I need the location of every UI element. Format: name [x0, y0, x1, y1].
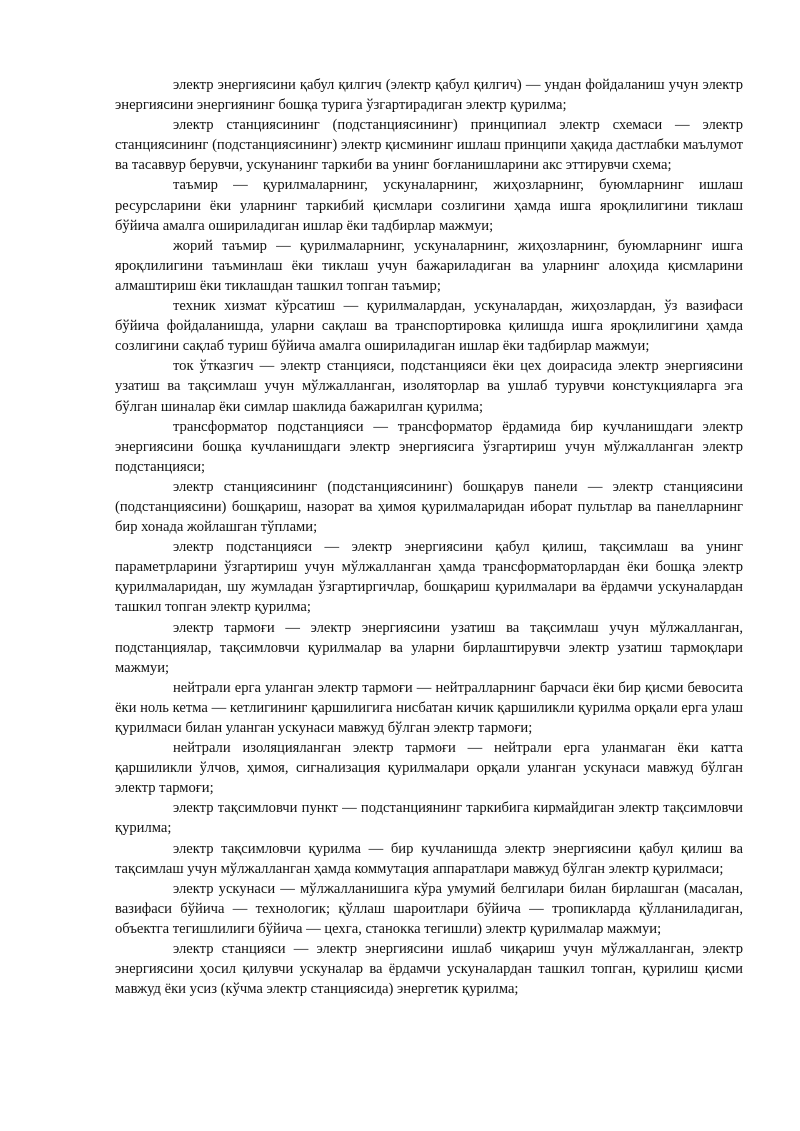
definition-paragraph: таъмир — қурилмаларнинг, ускуналарнинг, жиҳозларнинг, буюмларнинг ишлаш ресурсларини ёки уларнинг таркибий қисмлари созлигини ҳамда ишга яроқлилигини тиклаш бўйича амалга ошириладиган ишлар ёки тадбирлар мажмуи; [115, 177, 743, 234]
definition-paragraph: электр энергиясини қабул қилгич (электр қабул қилгич) — ундан фойдаланиш учун электр энергиясини энергиянинг бошқа турига ўзгартирадиган электр қурилма; [115, 77, 743, 114]
definition-paragraph: техник хизмат кўрсатиш — қурилмалардан, ускуналардан, жиҳозлардан, ўз вазифаси бўйича фойдаланишда, уларни сақлаш ва транспортировка қилишда ишга яроқлилигини ҳамда созлигини сақлаб туриш бўйича амалга ошириладиган ишлар ёки тадбирлар мажмуи; [115, 298, 743, 355]
definition-paragraph: нейтрали ерга уланган электр тармоғи — нейтралларнинг барчаси ёки бир қисми бевосита ёки ноль кетма — кетлигининг қаршилигига нисбатан кичик қаршиликли қурилма орқали ерга улаш қурилмаси билан уланган ускунаси мавжуд бўлган электр тармоғи; [115, 679, 743, 736]
definition-paragraph: электр тақсимловчи пункт — подстанциянинг таркибига кирмайдиган электр тақсимловчи қурилма; [115, 800, 743, 837]
definition-paragraph: электр ускунаси — мўлжалланишига кўра умумий белгилари билан бирлашган (масалан, вазифаси бўйича — технологик; қўллаш шароитлари бўйича — тропикларда қўлланиладиган, объектга тегишлилиги бўйича — цехга, станокка тегишли) электр қурилмалар мажмуи; [115, 880, 743, 937]
definition-paragraph: электр тақсимловчи қурилма — бир кучланишда электр энергиясини қабул қилиш ва тақсимлаш учун мўлжалланган ҳамда коммутация аппаратлари мавжуд бўлган электр қурилмаси; [115, 840, 743, 877]
definition-paragraph: электр подстанцияси — электр энергиясини қабул қилиш, тақсимлаш ва унинг параметрларини ўзгартириш учун мўлжалланган ҳамда трансформаторлардан ёки бошқа электр қурилмаларидан, шу жумладан ўзгартиргичлар, бошқариш қурилмалари ва ёрдамчи ускуналардан ташкил топган электр қурилма; [115, 539, 743, 616]
definition-paragraph: электр тармоғи — электр энергиясини узатиш ва тақсимлаш учун мўлжалланган, подстанциялар, тақсимловчи қурилмалар ва уларни бирлаштирувчи электр узатиш тармоқлари мажмуи; [115, 619, 743, 676]
definition-paragraph: жорий таъмир — қурилмаларнинг, ускуналарнинг, жиҳозларнинг, буюмларнинг ишга яроқлилигини таъминлаш ёки тиклаш учун бажариладиган ва уларнинг алоҳида қисмларини алмаштириш ёки тиклашдан ташкил топган таъмир; [115, 237, 743, 294]
document-page [115, 75, 743, 999]
definition-paragraph: нейтрали изоляцияланган электр тармоғи — нейтрали ерга уланмаган ёки катта қаршиликли ўлчов, ҳимоя, сигнализация қурилмалари орқали уланган ускунаси мавжуд бўлган электр тармоғи; [115, 740, 743, 797]
definition-paragraph: ток ўтказгич — электр станцияси, подстанцияси ёки цех доирасида электр энергиясини узатиш ва тақсимлаш учун мўлжалланган, изоляторлар ва ушлаб турувчи констукцияларга эга бўлган шиналар ёки симлар шаклида бажарилган қурилма; [115, 358, 743, 415]
definition-paragraph: электр станцияси — электр энергиясини ишлаб чиқариш учун мўлжалланган, электр энергиясини ҳосил қилувчи ускуналар ва ёрдамчи ускуналардан ташкил топган, қурилиш қисми мавжуд ёки усиз (кўчма электр станциясида) энергетик қурилма; [115, 941, 743, 998]
definition-paragraph: трансформатор подстанцияси — трансформатор ёрдамида бир кучланишдаги электр энергиясини бошқа кучланишдаги электр энергиясига ўзгартириш учун мўлжалланган электр подстанцияси; [115, 418, 743, 475]
definition-paragraph: электр станциясининг (подстанциясининг) бошқарув панели — электр станциясини (подстанциясини) бошқариш, назорат ва ҳимоя қурилмаларидан иборат пультлар ва панелларнинг бир хонада жойлашган тўплами; [115, 478, 743, 536]
definition-paragraph: электр станциясининг (подстанциясининг) принципиал электр схемаси — электр станциясининг (подстанциясининг) электр қисмининг ишлаш принципи ҳақида дастлабки маълумот ва тасаввур берувчи, ускунанинг таркиби ва унинг боғланишларини акс эттирувчи схема; [115, 117, 743, 174]
